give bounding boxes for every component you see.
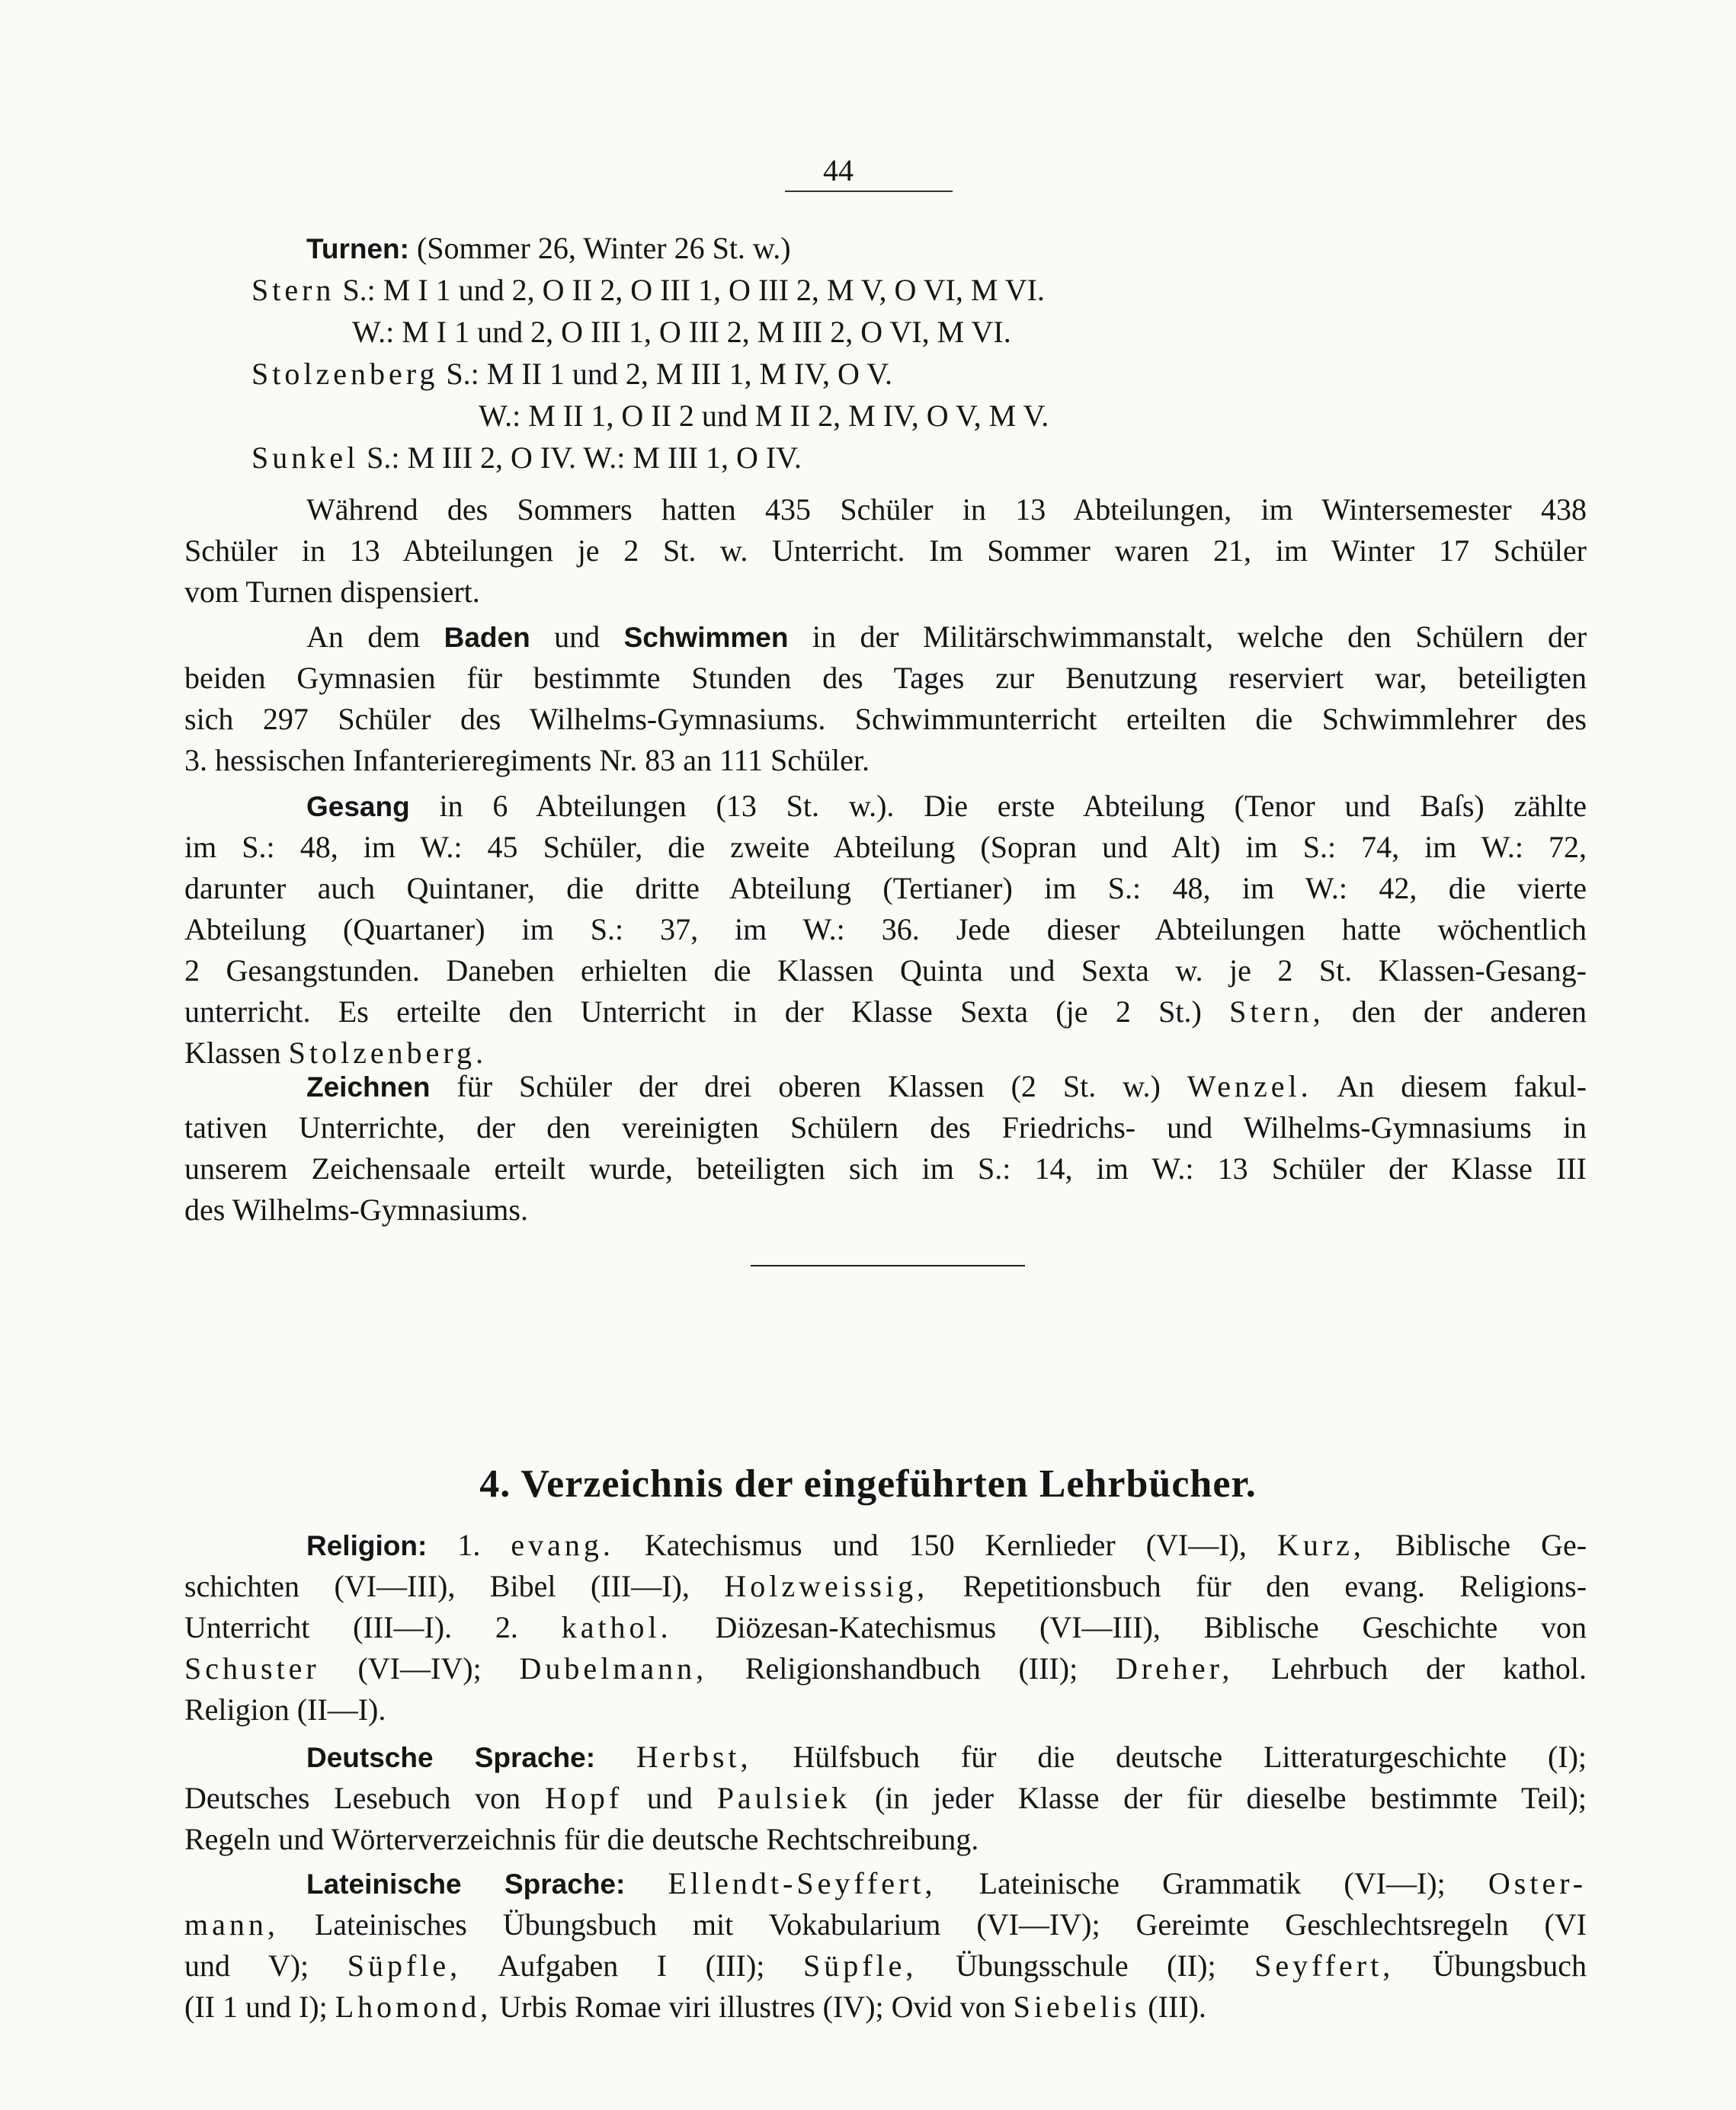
turnen-stolzenberg-winter: W.: M II 1, O II 2 und M II 2, M IV, O V, M V. bbox=[479, 399, 1049, 433]
teacher-name-stolzenberg: Stolzenberg bbox=[251, 357, 439, 391]
teacher-name-stolzenberg-gesang: Stolzenberg. bbox=[288, 1036, 487, 1070]
para1-line2: Schüler in 13 Abteilungen je 2 St. w. Unterricht. Im Sommer waren 21, im Winter 17 Schüler bbox=[184, 533, 1587, 568]
para1-line1: Während des Sommers hatten 435 Schüler in 13 Abteilungen, im Wintersemester 438 bbox=[306, 492, 1587, 527]
author-schuster: Schuster bbox=[184, 1651, 320, 1686]
teacher-name-stern: Stern bbox=[251, 273, 335, 307]
teacher-name-wenzel: Wenzel. bbox=[1187, 1069, 1312, 1103]
latein-line4: (II 1 und I); Lhomond, Urbis Romae viri illustres (IV); Ovid von Siebelis (III). bbox=[184, 1990, 1206, 2024]
teacher-name-sunkel: Sunkel bbox=[251, 440, 360, 475]
author-siebelis: Siebelis bbox=[1013, 1990, 1141, 2024]
deutsch-line1: Deutsche Sprache: Herbst, Hülfsbuch für die deutsche Litteraturgeschichte (I); bbox=[306, 1740, 1587, 1774]
section-heading: 4. Verzeichnis der eingeführten Lehrbücher. bbox=[479, 1462, 1257, 1506]
author-suepfle-2: Süpfle, bbox=[802, 1948, 918, 1983]
section-divider bbox=[751, 1265, 1025, 1266]
author-hopf: Hopf bbox=[544, 1781, 623, 1815]
para1-line3: vom Turnen dispensiert. bbox=[184, 575, 480, 609]
latein-line2: mann, Lateinisches Übungsbuch mit Vokabularium (VI—IV); Gereimte Geschlechtsregeln (VI bbox=[184, 1907, 1587, 1942]
author-lhomond: Lhomond, bbox=[335, 1990, 492, 2024]
author-dubelmann: Dubelmann, bbox=[519, 1651, 708, 1686]
religion-line2: schichten (VI—III), Bibel (III—I), Holzweissig, Repetitionsbuch für den evang. Religions- bbox=[184, 1569, 1587, 1603]
stolzenberg-summer-classes: S.: M II 1 und 2, M III 1, M IV, O V. bbox=[446, 357, 892, 391]
para2-line3: sich 297 Schüler des Wilhelms-Gymnasiums. Schwimmunterricht erteilten die Schwimmlehrer des bbox=[184, 702, 1587, 736]
para2-line4: 3. hessischen Infanterieregiments Nr. 83 an 111 Schüler. bbox=[184, 743, 870, 777]
author-dreher: Dreher, bbox=[1115, 1651, 1234, 1686]
religion-line5: Religion (II—I). bbox=[184, 1692, 386, 1727]
para3-line4: Abteilung (Quartaner) im S.: 37, im W.: 36. Jede dieser Abteilungen hatte wöchentlich bbox=[184, 912, 1587, 946]
para2-line1: An dem Baden und Schwimmen in der Militärschwimmanstalt, welche den Schülern der bbox=[306, 620, 1587, 654]
page-number-rule bbox=[785, 191, 953, 192]
turnen-heading bbox=[306, 229, 791, 269]
author-herbst: Herbst, bbox=[636, 1740, 752, 1774]
author-kurz: Kurz, bbox=[1276, 1528, 1365, 1562]
stern-summer-classes: S.: M I 1 und 2, O II 2, O III 1, O III 2, M V, O VI, M VI. bbox=[342, 273, 1045, 307]
turnen-stern-summer bbox=[251, 271, 1045, 310]
schwimmen-label: Schwimmen bbox=[623, 622, 789, 653]
religion-line4: Schuster (VI—IV); Dubelmann, Religionshandbuch (III); Dreher, Lehrbuch der kathol. bbox=[184, 1651, 1587, 1686]
author-suepfle: Süpfle, bbox=[347, 1948, 462, 1983]
para3-line3: darunter auch Quintaner, die dritte Abteilung (Tertianer) im S.: 48, im W.: 42, die vierte bbox=[184, 871, 1587, 905]
para2-line2: beiden Gymnasien für bestimmte Stunden des Tages zur Benutzung reserviert war, beteiligten bbox=[184, 661, 1587, 695]
author-ostermann: Oster- bbox=[1488, 1866, 1587, 1900]
latein-line1: Lateinische Sprache: Ellendt-Seyffert, Lateinische Grammatik (VI—I); Oster- bbox=[306, 1866, 1587, 1900]
para3-line7: Klassen Stolzenberg. bbox=[184, 1036, 487, 1070]
baden-label: Baden bbox=[444, 622, 530, 653]
author-paulsiek: Paulsiek bbox=[716, 1781, 851, 1815]
para4-line4: des Wilhelms-Gymnasiums. bbox=[184, 1193, 528, 1227]
latein-line3: und V); Süpfle, Aufgaben I (III); Süpfle, Übungsschule (II); Seyffert, Übungsbuch bbox=[184, 1948, 1587, 1983]
zeichnen-label: Zeichnen bbox=[306, 1071, 431, 1103]
religion-label: Religion: bbox=[306, 1530, 428, 1561]
latein-label: Lateinische Sprache: bbox=[306, 1868, 626, 1900]
deutsch-line3: Regeln und Wörterverzeichnis für die deutsche Rechtschreibung. bbox=[184, 1822, 979, 1856]
page-number: 44 bbox=[823, 153, 854, 187]
para3-line2: im S.: 48, im W.: 45 Schüler, die zweite Abteilung (Sopran und Alt) im S.: 74, im W.: 72, bbox=[184, 830, 1587, 864]
sunkel-classes: S.: M III 2, O IV. W.: M III 1, O IV. bbox=[367, 440, 802, 475]
religion-line3: Unterricht (III—I). 2. kathol. Diözesan-Katechismus (VI—III), Biblische Geschichte von bbox=[184, 1610, 1587, 1644]
para3-line6: unterricht. Es erteilte den Unterricht in der Klasse Sexta (je 2 St.) Stern, den der anderen bbox=[184, 994, 1587, 1029]
gesang-label: Gesang bbox=[306, 791, 410, 822]
para3-line1: Gesang in 6 Abteilungen (13 St. w.). Die erste Abteilung (Tenor und Baſs) zählte bbox=[306, 789, 1587, 823]
para3-line5: 2 Gesangstunden. Daneben erhielten die Klassen Quinta und Sexta w. je 2 St. Klassen-Gesang- bbox=[184, 953, 1587, 988]
author-holzweissig: Holzweissig, bbox=[724, 1569, 929, 1603]
deutsch-line2: Deutsches Lesebuch von Hopf und Paulsiek (in jeder Klasse der für dieselbe bestimmte Teil); bbox=[184, 1781, 1587, 1815]
turnen-stern-winter: W.: M I 1 und 2, O III 1, O III 2, M III 2, O VI, M VI. bbox=[352, 315, 1011, 349]
turnen-label: Turnen: bbox=[306, 233, 409, 264]
author-ellendt-seyffert: Ellendt-Seyffert, bbox=[668, 1866, 937, 1900]
turnen-stolzenberg-summer bbox=[251, 354, 892, 394]
deutsch-label: Deutsche Sprache: bbox=[306, 1742, 596, 1773]
teacher-name-stern-gesang: Stern, bbox=[1229, 994, 1324, 1029]
turnen-sunkel bbox=[251, 438, 802, 478]
religion-line1: Religion: 1. evang. Katechismus und 150 Kernlieder (VI—I), Kurz, Biblische Ge- bbox=[306, 1528, 1587, 1562]
para4-line2: tativen Unterrichte, der den vereinigten Schülern des Friedrichs- und Wilhelms-Gymnasiums in bbox=[184, 1110, 1587, 1145]
para4-line3: unserem Zeichensaale erteilt wurde, beteiligten sich im S.: 14, im W.: 13 Schüler der Klasse III bbox=[184, 1151, 1587, 1186]
turnen-head: (Sommer 26, Winter 26 St. w.) bbox=[416, 231, 791, 265]
para4-line1: Zeichnen für Schüler der drei oberen Klassen (2 St. w.) Wenzel. An diesem fakul- bbox=[306, 1069, 1587, 1103]
author-seyffert: Seyffert, bbox=[1254, 1948, 1395, 1983]
